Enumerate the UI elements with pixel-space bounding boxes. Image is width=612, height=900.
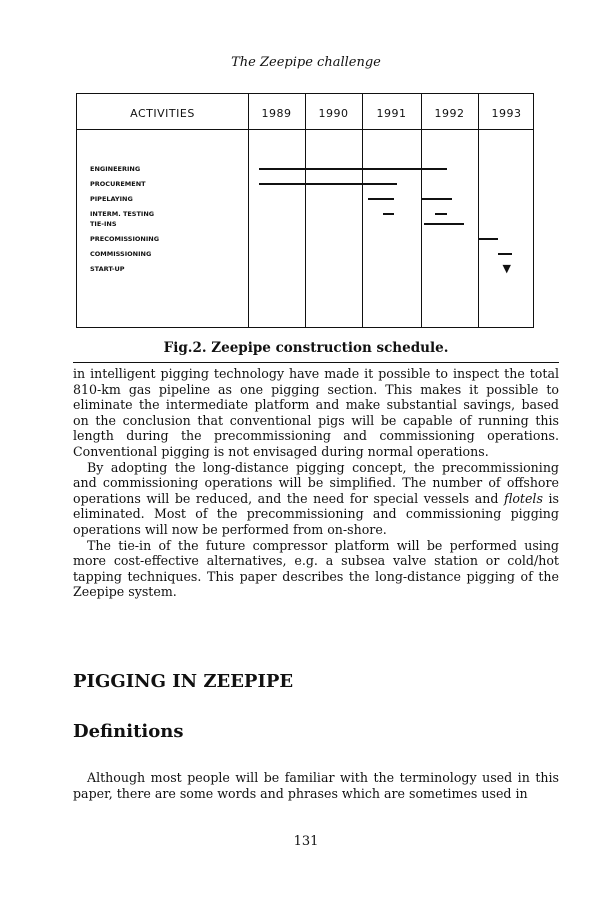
activity-pipelaying: PIPELAYING xyxy=(90,195,133,203)
schedule-bar-procurement-1 xyxy=(259,183,397,185)
paragraph-3: The tie-in of the future compressor platform will be performed using more cost-effective alternatives, e.g. a subsea valve station or cold/hot tapping techniques. This paper describes the long-distance pigging of the Zeepipe system. xyxy=(73,537,559,600)
activity-procurement: PROCUREMENT xyxy=(90,180,146,188)
schedule-chart xyxy=(76,93,534,328)
paragraph-2-part-b: is eliminated. Most of the precommissioning and commissioning pigging operations will now be performed from on-shore. xyxy=(73,490,559,537)
activity-start-up: START-UP xyxy=(90,265,125,273)
figure-caption: Fig.2. Zeepipe construction schedule. xyxy=(163,340,449,356)
activity-interm-testing: INTERM. TESTING xyxy=(90,210,155,218)
activity-tie-ins: TIE-INS xyxy=(90,220,117,228)
caption-rule xyxy=(73,362,559,363)
header-activities: ACTIVITIES xyxy=(130,107,195,120)
paragraph-1: in intelligent pigging technology have made it possible to inspect the total 810-km gas pipeline as one pigging section. This makes it possible to eliminate the intermediate platform and make substantial savings, based on the conclusion that conventional pigs will be capable of running this length during the precommissioning and commissioning operations. Conventional pigging is not envisaged during normal operations. xyxy=(73,366,559,459)
year-label-1993: 1993 xyxy=(491,107,522,120)
activity-commissioning: COMMISSIONING xyxy=(90,250,152,258)
final-paragraph-block xyxy=(73,770,559,801)
activity-engineering: ENGINEERING xyxy=(90,165,141,173)
year-label-1992: 1992 xyxy=(434,107,465,120)
final-paragraph: Although most people will be familiar with the terminology used in this paper, there are some words and phrases which are sometimes used in xyxy=(73,770,559,801)
year-label-1989: 1989 xyxy=(261,107,292,120)
subsection-heading: Definitions xyxy=(73,721,184,742)
paragraph-2-part-a: By adopting the long-distance pigging concept, the precommissioning and commissioning operations will be simplified. The number of offshore operations will be reduced, and the need for special vessels and xyxy=(73,459,559,506)
schedule-bar-interm-testing-5 xyxy=(435,213,446,215)
schedule-bar-interm-testing-4 xyxy=(383,213,395,215)
body-text xyxy=(73,366,559,600)
schedule-bar-pipelaying-3 xyxy=(421,198,452,200)
schedule-bar-tie-ins-6 xyxy=(424,223,464,225)
flotels-term: flotels xyxy=(503,490,543,506)
start-up-arrow-icon: ▼ xyxy=(502,262,511,275)
schedule-bar-commissioning-8 xyxy=(498,253,512,255)
schedule-bar-pipelaying-2 xyxy=(368,198,395,200)
year-label-1991: 1991 xyxy=(376,107,407,120)
paragraph-2 xyxy=(73,460,559,538)
year-label-1990: 1990 xyxy=(318,107,349,120)
running-head: The Zeepipe challenge xyxy=(231,55,381,70)
section-heading: PIGGING IN ZEEPIPE xyxy=(73,671,294,692)
schedule-bar-precomissioning-7 xyxy=(478,238,498,240)
activity-precommissioning: PRECOMISSIONING xyxy=(90,235,160,243)
page-number: 131 xyxy=(293,834,319,849)
schedule-bar-engineering-0 xyxy=(259,168,446,170)
